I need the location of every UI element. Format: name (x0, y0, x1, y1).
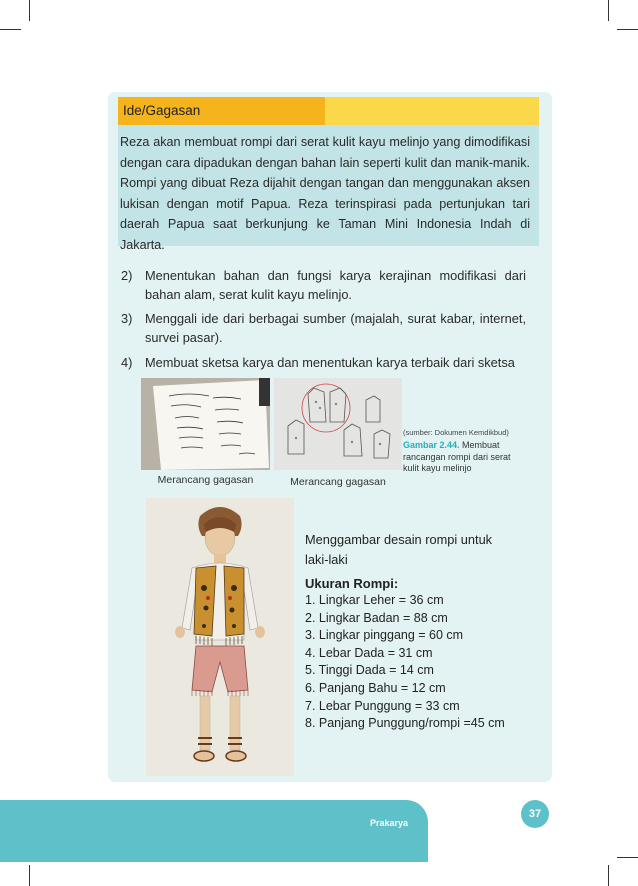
figure-source: (sumber: Dokumen Kemdikbud) (403, 428, 509, 437)
idea-heading: Ide/Gagasan (118, 97, 325, 125)
measurement-item: 8. Panjang Punggung/rompi =45 cm (305, 716, 505, 731)
figure-label: Gambar 2.44. (403, 440, 460, 450)
crop-mark (29, 0, 30, 21)
step-text: Membuat sketsa karya dan menentukan karya terbaik dari sketsa (145, 355, 515, 370)
idea-text: Reza akan membuat rompi dari serat kulit kayu melinjo yang dimodifikasi dengan cara dipadukan dengan bahan lain seperti kulit dan manik-manik. Rompi yang dibuat Reza dijahit dengan tangan dan menggunakan aksen lukisan dengan motif Papua. Reza terinspirasi pada pertunjukan tari daerah Papua saat berkunjung ke Taman Mini Indonesia Indah di Jakarta. (120, 135, 530, 252)
crop-mark (617, 29, 638, 30)
measurement-title: Ukuran Rompi: (305, 576, 399, 591)
measurement-item: 2. Lingkar Badan = 88 cm (305, 610, 448, 625)
page-number: 37 (521, 800, 549, 828)
measurement-item: 5. Tinggi Dada = 14 cm (305, 663, 434, 678)
footer-subject: Prakarya (370, 818, 409, 828)
vest-design-drawing (146, 498, 294, 776)
crop-mark (608, 0, 609, 21)
crop-mark (617, 857, 638, 858)
footer-band (0, 800, 428, 862)
step-number: 4) (121, 355, 133, 370)
figure-caption-text: Membuat rancangan rompi dari serat kulit kayu melinjo (403, 440, 511, 473)
sketch-notes-image (141, 378, 270, 470)
sketch-photo-1 (141, 378, 270, 470)
step-item (121, 309, 526, 347)
measurement-item: 7. Lebar Punggung = 33 cm (305, 698, 460, 713)
crop-mark (0, 29, 21, 30)
design-description: laki-laki (305, 552, 348, 567)
step-number: 3) (121, 311, 133, 326)
vest-sketch-image (274, 378, 402, 470)
design-description: Menggambar desain rompi untuk (305, 532, 493, 547)
measurement-list (305, 592, 505, 733)
photo-caption: Merancang gagasan (290, 476, 386, 488)
step-number: 2) (121, 268, 133, 283)
idea-heading-strip (325, 97, 539, 125)
crop-mark (29, 865, 30, 886)
sketch-photo-2 (274, 378, 402, 470)
step-item (121, 266, 526, 304)
measurement-item: 4. Lebar Dada = 31 cm (305, 645, 433, 660)
step-text: Menggali ide dari berbagai sumber (majalah, surat kabar, internet, survei pasar). (145, 311, 526, 345)
figure-caption (403, 440, 523, 475)
measurement-item: 3. Lingkar pinggang = 60 cm (305, 628, 464, 643)
step-text: Menentukan bahan dan fungsi karya kerajinan modifikasi dari bahan alam, serat kulit kayu melinjo. (145, 268, 526, 302)
measurement-item: 1. Lingkar Leher = 36 cm (305, 593, 444, 607)
step-item (121, 353, 526, 372)
crop-mark (608, 865, 609, 886)
photo-caption: Merancang gagasan (157, 474, 254, 486)
measurement-item: 6. Panjang Bahu = 12 cm (305, 680, 446, 695)
boy-vest-illustration (146, 498, 294, 776)
